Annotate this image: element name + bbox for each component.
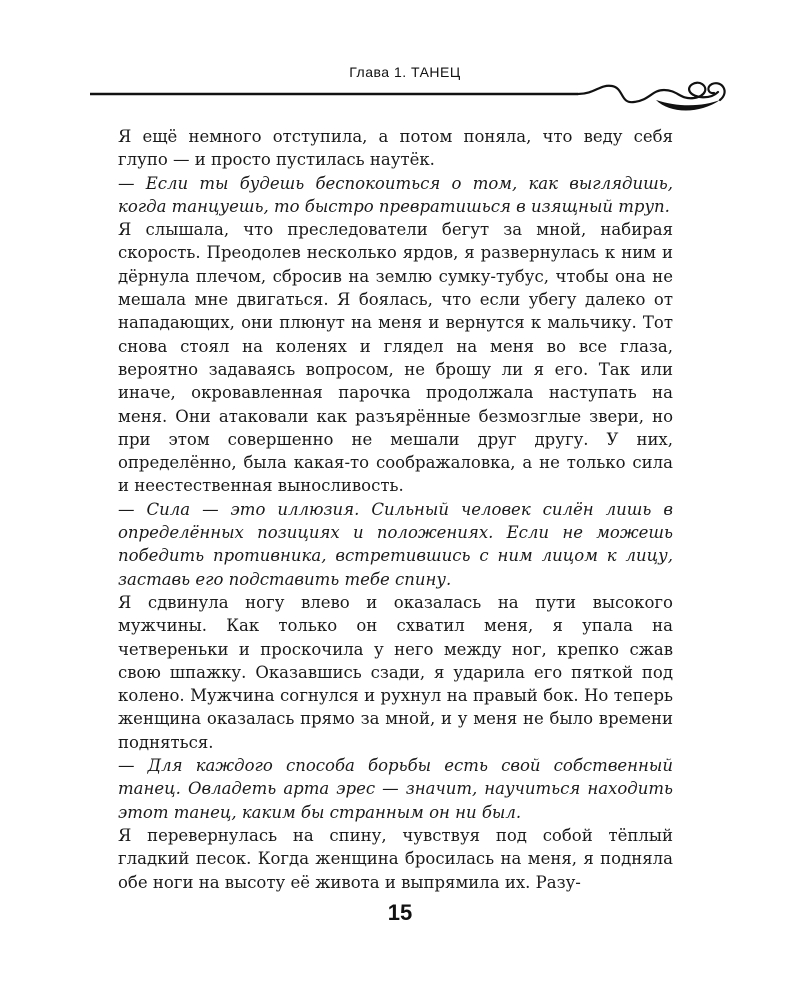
page-number: 15 [387,900,413,925]
paragraph: Я сдвинула ногу влево и оказалась на пути высокого мужчины. Как только он схватил меня, я упала на четвереньки и проскочила у него между ног, крепко сжав свою шпажку. Оказавшись сзади, я ударила его пяткой под колено. Мужчина согнулся и рухнул на правый бок. Но теперь женщина оказалась прямо за мной, и у меня не было времени подняться. [118,592,673,752]
paragraph: Я слышала, что преследователи бегут за мной, набирая скорость. Преодолев несколько ярдов, я развернулась к ним и дёрнула плечом, сбросив на землю сумку-тубус, чтобы она не мешала мне двигаться. Я боялась, что если убегу далеко от нападающих, они плюнут на меня и вернутся к мальчику. Тот снова стоял на коленях и глядел на меня во все глаза, вероятно задаваясь вопросом, не брошу ли я его. Так или иначе, окровавленная парочка продолжала наступать на меня. Они атаковали как разъярённые безмозглые звери, но при этом совершенно не мешали друг другу. У них, определённо, была какая-то соображаловка, а не только сила и неестественная выносливость. [118,220,673,496]
dialog-paragraph: — Если ты будешь беспокоиться о том, как выглядишь, когда танцуешь, то быстро превратишься в изящный труп. [118,173,673,216]
header-ornament [90,78,730,122]
header-flourish [578,83,718,102]
dialog-paragraph: — Сила — это иллюзия. Сильный человек силён лишь в определённых позициях и положениях. Если не можешь победить противника, встретившись с ним лицом к лицу, заставь его подставить тебе спину. [118,499,673,589]
dialog-paragraph: — Для каждого способа борьбы есть свой собственный танец. Овладеть арта эрес — значит, научиться находить этот танец, каким бы странным он ни был. [118,756,673,822]
header-flourish-curl [708,83,724,100]
paragraph: Я ещё немного отступила, а потом поняла, что веду себя глупо — и просто пустилась наутёк. [118,127,673,170]
header-flourish-leaf [656,100,720,111]
chapter-body [118,125,673,894]
paragraph: Я перевернулась на спину, чувствуя под собой тёплый гладкий песок. Когда женщина бросилась на меня, я подняла обе ноги на высоту её живота и выпрямила их. Разу- [118,825,673,892]
running-head: Глава 1. ТАНЕЦ [349,64,461,80]
